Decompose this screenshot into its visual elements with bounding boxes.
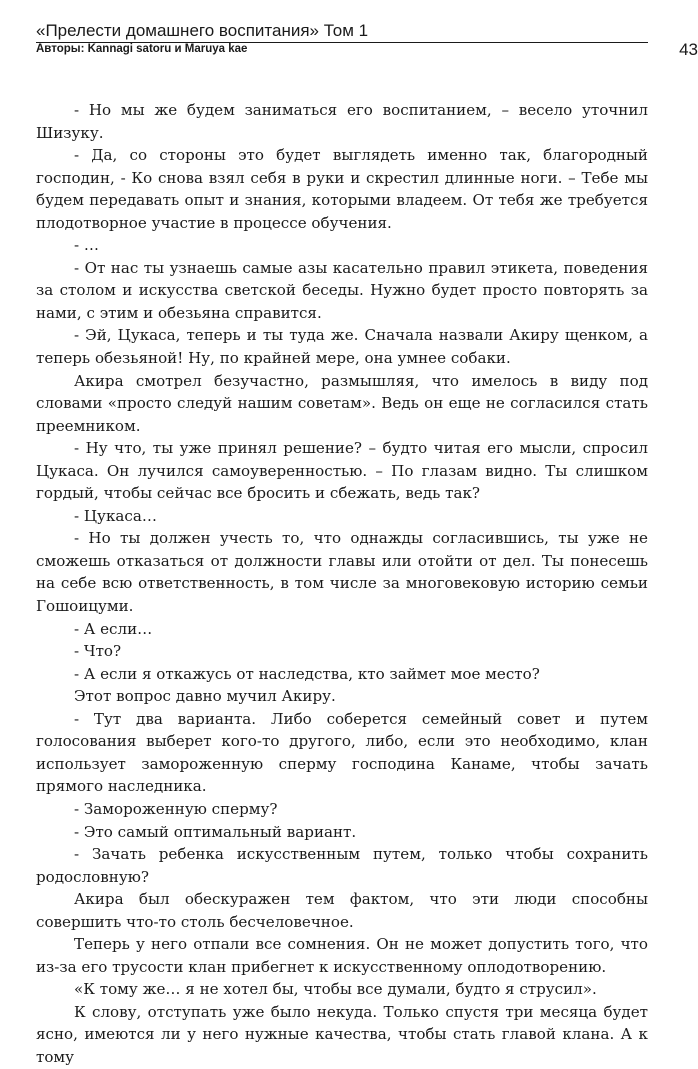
book-title: «Прелести домашнего воспитания» Том 1 xyxy=(36,21,369,40)
paragraph: - Но ты должен учесть то, что однажды согласившись, ты уже не сможешь отказаться от должности главы или отойти от дел. Ты понесешь на себе всю ответственность, в том числе за многовековую историю семьи Гошоицуми. xyxy=(36,529,648,616)
paragraph: - Но мы же будем заниматься его воспитанием, – весело уточнил Шизуку. xyxy=(36,101,648,142)
paragraph: - Тут два варианта. Либо соберется семейный совет и путем голосования выберет кого-то другого, либо, если это необходимо, клан использует замороженную сперму господина Канаме, чтобы зачать прямого наследника. xyxy=(36,709,648,796)
paragraph: - Да, со стороны это будет выглядеть именно так, благородный господин, - Ко снова взял себя в руки и скрестил длинные ноги. – Тебе мы будем передавать опыт и знания, которыми владеем. От тебя же требуется плодотворное участие в процессе обучения. xyxy=(36,146,648,232)
paragraph: Акира был обескуражен тем фактом, что эти люди способны совершить что-то столь бесчеловечное. xyxy=(36,890,648,931)
paragraph: - … xyxy=(74,236,99,255)
paragraph: - Замороженную сперму? xyxy=(74,799,278,818)
authors-line: Авторы: Kannagi satoru и Maruya kae xyxy=(36,43,248,55)
paragraph: - А если… xyxy=(74,619,153,638)
paragraph: - Цукаса… xyxy=(74,506,157,525)
header-rule xyxy=(36,20,648,43)
page-number: 43 xyxy=(679,40,698,59)
paragraph: - Что? xyxy=(74,642,122,661)
paragraph: Этот вопрос давно мучил Акиру. xyxy=(74,687,336,706)
body-text xyxy=(36,99,648,1069)
paragraph: - Зачать ребенка искусственным путем, только чтобы сохранить родословную? xyxy=(36,845,648,886)
paragraph: «К тому же… я не хотел бы, чтобы все думали, будто я струсил». xyxy=(74,980,597,999)
paragraph: К слову, отступать уже было некуда. Только спустя три месяца будет ясно, имеются ли у него нужные качества, чтобы стать главой клана. А к тому xyxy=(36,1002,648,1066)
paragraph: Акира смотрел безучастно, размышляя, что имелось в виду под словами «просто следуй нашим советам». Ведь он еще не согласился стать преемником. xyxy=(36,371,648,435)
paragraph: - Ну что, ты уже принял решение? – будто читая его мысли, спросил Цукаса. Он лучился самоуверенностью. – По глазам видно. Ты слишком гордый, чтобы сейчас все бросить и сбежать, ведь так? xyxy=(36,439,648,503)
paragraph: - От нас ты узнаешь самые азы касательно правил этикета, поведения за столом и искусства светской беседы. Нужно будет просто повторять за нами, с этим и обезьяна справится. xyxy=(36,258,648,322)
paragraph: - А если я откажусь от наследства, кто займет мое место? xyxy=(74,664,540,683)
paragraph: - Это самый оптимальный вариант. xyxy=(74,822,357,841)
paragraph: Теперь у него отпали все сомнения. Он не может допустить того, что из-за его трусости клан прибегнет к искусственному оплодотворению. xyxy=(36,935,648,976)
page-header xyxy=(36,20,698,59)
paragraph: - Эй, Цукаса, теперь и ты туда же. Сначала назвали Акиру щенком, а теперь обезьяной! Ну, по крайней мере, она умнее собаки. xyxy=(36,326,648,368)
